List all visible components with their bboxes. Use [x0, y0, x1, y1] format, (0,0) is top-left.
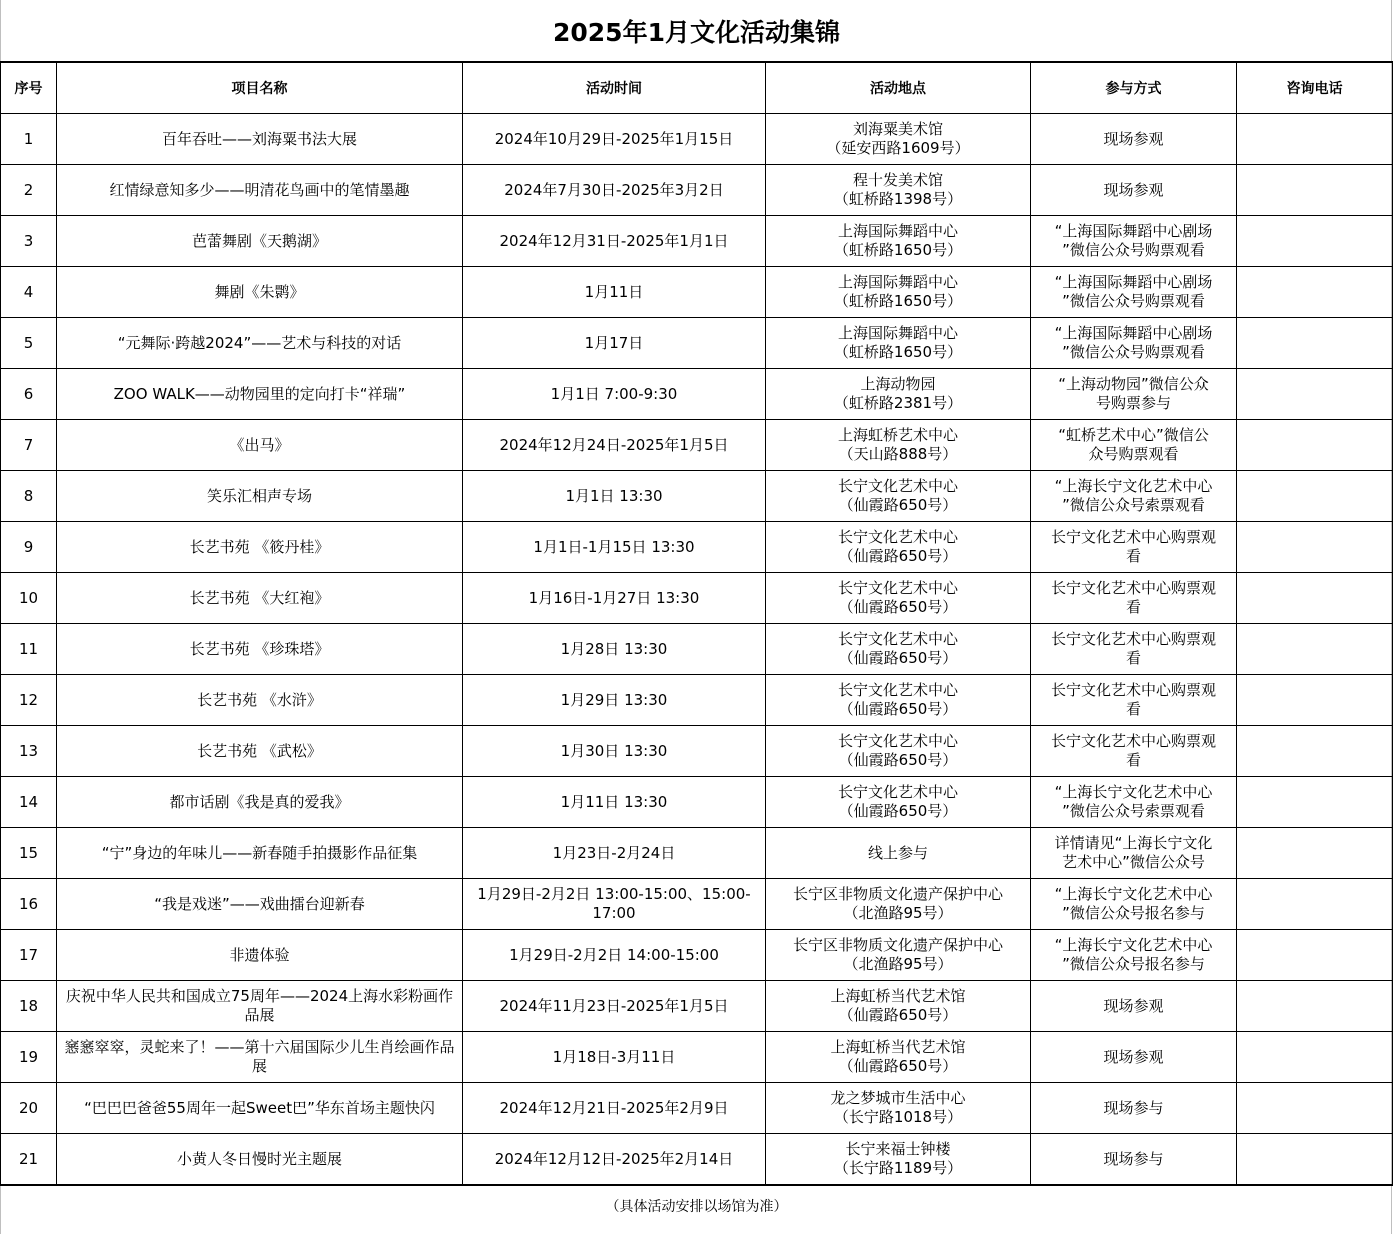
cell-phone[interactable]: [1237, 930, 1393, 981]
cell-phone[interactable]: [1237, 471, 1393, 522]
cell-join[interactable]: 现场参观: [1031, 114, 1237, 165]
cell-no[interactable]: 7: [1, 420, 57, 471]
cell-time[interactable]: 1月23日-2月24日: [463, 828, 766, 879]
cell-phone[interactable]: [1237, 522, 1393, 573]
col-header-name[interactable]: 项目名称: [57, 62, 463, 114]
cell-phone[interactable]: [1237, 675, 1393, 726]
table-row: [1, 777, 1393, 828]
cell-name[interactable]: 长艺书苑 《珍珠塔》: [57, 624, 463, 675]
cell-no[interactable]: 9: [1, 522, 57, 573]
table-row: [1, 369, 1393, 420]
cell-join[interactable]: 长宁文化艺术中心购票观 看: [1031, 573, 1237, 624]
cell-no[interactable]: 17: [1, 930, 57, 981]
cell-time[interactable]: 1月29日 13:30: [463, 675, 766, 726]
col-header-time[interactable]: 活动时间: [463, 62, 766, 114]
table-row: [1, 573, 1393, 624]
cell-location[interactable]: 长宁区非物质文化遗产保护中心 （北渔路95号）: [766, 879, 1031, 930]
cell-no[interactable]: 8: [1, 471, 57, 522]
cell-no[interactable]: 4: [1, 267, 57, 318]
cell-phone[interactable]: [1237, 1032, 1393, 1083]
cell-join[interactable]: “上海国际舞蹈中心剧场 ”微信公众号购票观看: [1031, 318, 1237, 369]
cell-time[interactable]: 1月1日-1月15日 13:30: [463, 522, 766, 573]
cell-location[interactable]: 长宁来福士钟楼 （长宁路1189号）: [766, 1134, 1031, 1186]
cell-phone[interactable]: [1237, 369, 1393, 420]
cell-location[interactable]: 上海动物园 （虹桥路2381号）: [766, 369, 1031, 420]
cell-name[interactable]: 笑乐汇相声专场: [57, 471, 463, 522]
cell-no[interactable]: 1: [1, 114, 57, 165]
table-row: [1, 930, 1393, 981]
cell-time[interactable]: 2024年11月23日-2025年1月5日: [463, 981, 766, 1032]
cell-no[interactable]: 18: [1, 981, 57, 1032]
cell-phone[interactable]: [1237, 828, 1393, 879]
cell-location[interactable]: 上海虹桥艺术中心 （天山路888号）: [766, 420, 1031, 471]
cell-no[interactable]: 10: [1, 573, 57, 624]
cell-name[interactable]: 舞剧《朱鹮》: [57, 267, 463, 318]
page-title: 2025年1月文化活动集锦: [553, 18, 840, 47]
cell-join[interactable]: 现场参观: [1031, 165, 1237, 216]
cell-phone[interactable]: [1237, 114, 1393, 165]
cell-join[interactable]: 长宁文化艺术中心购票观 看: [1031, 624, 1237, 675]
cell-time[interactable]: 1月30日 13:30: [463, 726, 766, 777]
cell-time[interactable]: 1月1日 7:00-9:30: [463, 369, 766, 420]
cell-name[interactable]: 庆祝中华人民共和国成立75周年——2024上海水彩粉画作品展: [57, 981, 463, 1032]
cell-phone[interactable]: [1237, 879, 1393, 930]
cell-time[interactable]: 1月11日 13:30: [463, 777, 766, 828]
cell-phone[interactable]: [1237, 420, 1393, 471]
cell-name[interactable]: 长艺书苑 《武松》: [57, 726, 463, 777]
cell-no[interactable]: 2: [1, 165, 57, 216]
cell-location[interactable]: 长宁文化艺术中心 （仙霞路650号）: [766, 471, 1031, 522]
cell-phone[interactable]: [1237, 726, 1393, 777]
cell-name[interactable]: “我是戏迷”——戏曲擂台迎新春: [57, 879, 463, 930]
cell-join[interactable]: “上海动物园”微信公众 号购票参与: [1031, 369, 1237, 420]
cell-name[interactable]: “巴巴巴爸爸55周年一起Sweet巴”华东首场主题快闪: [57, 1083, 463, 1134]
cell-phone[interactable]: [1237, 573, 1393, 624]
cell-location[interactable]: 线上参与: [766, 828, 1031, 879]
table-row: [1, 1083, 1393, 1134]
cell-location[interactable]: 长宁文化艺术中心 （仙霞路650号）: [766, 675, 1031, 726]
cell-location[interactable]: 长宁文化艺术中心 （仙霞路650号）: [766, 777, 1031, 828]
cell-location[interactable]: 上海国际舞蹈中心 （虹桥路1650号）: [766, 267, 1031, 318]
cell-name[interactable]: 长艺书苑 《筱丹桂》: [57, 522, 463, 573]
cell-join[interactable]: “虹桥艺术中心”微信公 众号购票观看: [1031, 420, 1237, 471]
table-row: [1, 1032, 1393, 1083]
cell-phone[interactable]: [1237, 267, 1393, 318]
table-row: [1, 624, 1393, 675]
cell-no[interactable]: 16: [1, 879, 57, 930]
cell-join[interactable]: “上海长宁文化艺术中心 ”微信公众号索票观看: [1031, 777, 1237, 828]
cell-no[interactable]: 13: [1, 726, 57, 777]
cell-location[interactable]: 长宁文化艺术中心 （仙霞路650号）: [766, 573, 1031, 624]
table-row: [1, 726, 1393, 777]
cell-name[interactable]: 芭蕾舞剧《天鹅湖》: [57, 216, 463, 267]
cell-join[interactable]: 长宁文化艺术中心购票观 看: [1031, 675, 1237, 726]
cell-no[interactable]: 14: [1, 777, 57, 828]
cell-time[interactable]: 1月29日-2月2日 13:00-15:00、15:00-17:00: [463, 879, 766, 930]
cell-no[interactable]: 3: [1, 216, 57, 267]
cell-time[interactable]: 2024年10月29日-2025年1月15日: [463, 114, 766, 165]
table-row: [1, 420, 1393, 471]
cell-name[interactable]: 都市话剧《我是真的爱我》: [57, 777, 463, 828]
cell-phone[interactable]: [1237, 318, 1393, 369]
cell-location[interactable]: 长宁区非物质文化遗产保护中心 （北渔路95号）: [766, 930, 1031, 981]
cell-time[interactable]: 2024年12月21日-2025年2月9日: [463, 1083, 766, 1134]
table-row: [1, 165, 1393, 216]
table-row: [1, 522, 1393, 573]
cell-time[interactable]: 1月16日-1月27日 13:30: [463, 573, 766, 624]
cell-name[interactable]: 百年吞吐——刘海粟书法大展: [57, 114, 463, 165]
cell-time[interactable]: 1月11日: [463, 267, 766, 318]
cell-time[interactable]: 1月28日 13:30: [463, 624, 766, 675]
cell-join[interactable]: 现场参与: [1031, 1134, 1237, 1186]
cell-no[interactable]: 11: [1, 624, 57, 675]
cell-join[interactable]: “上海长宁文化艺术中心 ”微信公众号报名参与: [1031, 930, 1237, 981]
col-header-join[interactable]: 参与方式: [1031, 62, 1237, 114]
cell-join[interactable]: “上海长宁文化艺术中心 ”微信公众号报名参与: [1031, 879, 1237, 930]
cell-join[interactable]: 现场参观: [1031, 981, 1237, 1032]
cell-name[interactable]: 非遗体验: [57, 930, 463, 981]
cell-phone[interactable]: [1237, 165, 1393, 216]
table-row: [1, 318, 1393, 369]
cell-no[interactable]: 12: [1, 675, 57, 726]
col-header-phone[interactable]: 咨询电话: [1237, 62, 1393, 114]
cell-location[interactable]: 龙之梦城市生活中心 （长宁路1018号）: [766, 1083, 1031, 1134]
cell-no[interactable]: 5: [1, 318, 57, 369]
cell-no[interactable]: 19: [1, 1032, 57, 1083]
cell-name[interactable]: 《出马》: [57, 420, 463, 471]
header-row: [1, 62, 1393, 114]
cell-location[interactable]: 上海国际舞蹈中心 （虹桥路1650号）: [766, 318, 1031, 369]
cell-phone[interactable]: [1237, 1134, 1393, 1186]
cell-location[interactable]: 上海国际舞蹈中心 （虹桥路1650号）: [766, 216, 1031, 267]
cell-location[interactable]: 上海虹桥当代艺术馆 （仙霞路650号）: [766, 1032, 1031, 1083]
cell-join[interactable]: “上海国际舞蹈中心剧场 ”微信公众号购票观看: [1031, 216, 1237, 267]
cell-time[interactable]: 2024年12月24日-2025年1月5日: [463, 420, 766, 471]
cell-join[interactable]: 现场参观: [1031, 1032, 1237, 1083]
cell-name[interactable]: 红情绿意知多少——明清花鸟画中的笔情墨趣: [57, 165, 463, 216]
cell-location[interactable]: 上海虹桥当代艺术馆 （仙霞路650号）: [766, 981, 1031, 1032]
cell-name[interactable]: 小黄人冬日慢时光主题展: [57, 1134, 463, 1186]
cell-location[interactable]: 长宁文化艺术中心 （仙霞路650号）: [766, 726, 1031, 777]
table-row: [1, 879, 1393, 930]
table-row: [1, 216, 1393, 267]
cell-location[interactable]: 刘海粟美术馆 （延安西路1609号）: [766, 114, 1031, 165]
cell-time[interactable]: 1月29日-2月2日 14:00-15:00: [463, 930, 766, 981]
footer-note: （具体活动安排以场馆为准）: [605, 1199, 788, 1215]
cell-no[interactable]: 21: [1, 1134, 57, 1186]
cell-no[interactable]: 15: [1, 828, 57, 879]
cell-name[interactable]: “元舞际·跨越2024”——艺术与科技的对话: [57, 318, 463, 369]
col-header-location[interactable]: 活动地点: [766, 62, 1031, 114]
cell-join[interactable]: 长宁文化艺术中心购票观 看: [1031, 522, 1237, 573]
cell-time[interactable]: 2024年12月12日-2025年2月14日: [463, 1134, 766, 1186]
cell-join[interactable]: “上海长宁文化艺术中心 ”微信公众号索票观看: [1031, 471, 1237, 522]
table-row: [1, 471, 1393, 522]
cell-time[interactable]: 1月17日: [463, 318, 766, 369]
table-row: [1, 675, 1393, 726]
cell-no[interactable]: 6: [1, 369, 57, 420]
cell-location[interactable]: 长宁文化艺术中心 （仙霞路650号）: [766, 522, 1031, 573]
table-row: [1, 828, 1393, 879]
cell-join[interactable]: 长宁文化艺术中心购票观 看: [1031, 726, 1237, 777]
cell-name[interactable]: 长艺书苑 《大红袍》: [57, 573, 463, 624]
cell-time[interactable]: 2024年7月30日-2025年3月2日: [463, 165, 766, 216]
cell-name[interactable]: ZOO WALK——动物园里的定向打卡“祥瑞”: [57, 369, 463, 420]
cell-location[interactable]: 长宁文化艺术中心 （仙霞路650号）: [766, 624, 1031, 675]
cell-join[interactable]: 现场参与: [1031, 1083, 1237, 1134]
col-header-no[interactable]: 序号: [1, 62, 57, 114]
cell-phone[interactable]: [1237, 216, 1393, 267]
cell-location[interactable]: 程十发美术馆 （虹桥路1398号）: [766, 165, 1031, 216]
table-row: [1, 267, 1393, 318]
cell-join[interactable]: “上海国际舞蹈中心剧场 ”微信公众号购票观看: [1031, 267, 1237, 318]
table-row: [1, 114, 1393, 165]
cell-time[interactable]: 1月18日-3月11日: [463, 1032, 766, 1083]
cell-phone[interactable]: [1237, 1083, 1393, 1134]
cell-name[interactable]: “宁”身边的年味儿——新春随手拍摄影作品征集: [57, 828, 463, 879]
cell-time[interactable]: 1月1日 13:30: [463, 471, 766, 522]
cell-phone[interactable]: [1237, 777, 1393, 828]
cell-time[interactable]: 2024年12月31日-2025年1月1日: [463, 216, 766, 267]
cell-join[interactable]: 详情请见“上海长宁文化 艺术中心”微信公众号: [1031, 828, 1237, 879]
cell-phone[interactable]: [1237, 624, 1393, 675]
table-row: [1, 1134, 1393, 1186]
table-row: [1, 981, 1393, 1032]
cell-name[interactable]: 窸窸窣窣，灵蛇来了！——第十六届国际少儿生肖绘画作品展: [57, 1032, 463, 1083]
activity-table: [0, 61, 1393, 1186]
cell-phone[interactable]: [1237, 981, 1393, 1032]
cell-no[interactable]: 20: [1, 1083, 57, 1134]
cell-name[interactable]: 长艺书苑 《水浒》: [57, 675, 463, 726]
